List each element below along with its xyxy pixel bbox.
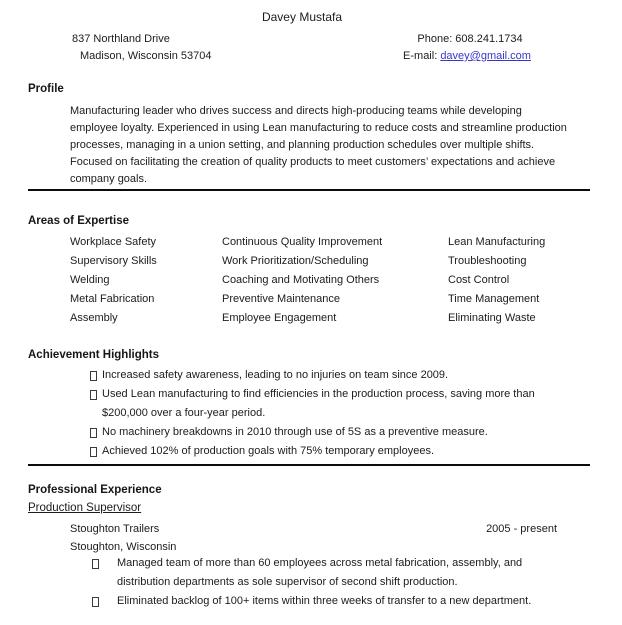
expertise-item: Lean Manufacturing bbox=[448, 236, 546, 248]
expertise-item: Cost Control bbox=[448, 274, 510, 286]
achievement-item bbox=[90, 442, 562, 461]
expertise-item: Time Management bbox=[448, 293, 540, 305]
expertise-item: Continuous Quality Improvement bbox=[222, 236, 383, 248]
achievement-item bbox=[90, 385, 562, 423]
achievement-text: Used Lean manufacturing to find efficiencies in the production process, saving more than $200,000 over a four-year period. bbox=[102, 388, 535, 419]
section-heading-achievements: Achievement Highlights bbox=[28, 349, 159, 361]
achievement-item bbox=[90, 366, 562, 385]
address-line-2: Madison, Wisconsin 53704 bbox=[80, 50, 212, 62]
expertise-item: Supervisory Skills bbox=[70, 255, 157, 267]
expertise-item: Workplace Safety bbox=[70, 236, 157, 248]
contact-name: Davey Mustafa bbox=[261, 10, 343, 24]
employment-dates: 2005 - present bbox=[486, 523, 557, 535]
company-name: Stoughton Trailers bbox=[70, 523, 160, 535]
bullet-icon bbox=[90, 447, 97, 457]
bullet-icon bbox=[92, 597, 99, 607]
bullet-icon bbox=[90, 428, 97, 438]
bullet-icon bbox=[90, 390, 97, 400]
company-location: Stoughton, Wisconsin bbox=[70, 541, 177, 553]
expertise-item: Metal Fabrication bbox=[70, 293, 155, 305]
expertise-item: Assembly bbox=[70, 312, 118, 324]
profile-paragraph: Manufacturing leader who drives success and directs high-producing teams while developing employee loyalty. Experienced in using Lean manufacturing to reduce costs and streamline production processes, managing in a union setting, and planning production schedules over multiple shifts. Focused on facilitating the creation of quality products to meet customers’ expectations and achieve company goals. bbox=[70, 105, 567, 185]
section-heading-profile: Profile bbox=[28, 83, 64, 95]
expertise-item: Welding bbox=[70, 274, 110, 286]
job-title: Production Supervisor bbox=[28, 502, 142, 514]
bullet-icon bbox=[90, 371, 97, 381]
email-label: E-mail: bbox=[403, 50, 441, 62]
section-divider bbox=[28, 189, 590, 191]
achievement-item bbox=[90, 423, 562, 442]
achievement-text: Achieved 102% of production goals with 75% temporary employees. bbox=[102, 445, 435, 457]
email-link[interactable]: davey@gmail.com bbox=[440, 50, 531, 62]
company-row bbox=[70, 521, 557, 538]
experience-text: Managed team of more than 60 employees across metal fabrication, assembly, and distribution departments as sole supervisor of second shift production. bbox=[117, 557, 523, 588]
phone-number: Phone: 608.241.1734 bbox=[417, 33, 523, 45]
achievement-text: Increased safety awareness, leading to no injuries on team since 2009. bbox=[102, 369, 449, 381]
expertise-item: Coaching and Motivating Others bbox=[222, 274, 380, 286]
expertise-item: Eliminating Waste bbox=[448, 312, 536, 324]
expertise-item: Work Prioritization/Scheduling bbox=[222, 255, 369, 267]
address-line-1: 837 Northland Drive bbox=[72, 33, 170, 45]
expertise-column-3 bbox=[448, 233, 622, 328]
section-heading-expertise: Areas of Expertise bbox=[28, 215, 129, 227]
achievement-text: No machinery breakdowns in 2010 through use of 5S as a preventive measure. bbox=[102, 426, 488, 438]
experience-text: Eliminated backlog of 100+ items within three weeks of transfer to a new department. bbox=[117, 595, 532, 607]
expertise-grid bbox=[70, 233, 622, 328]
bullet-icon bbox=[92, 559, 99, 569]
experience-item bbox=[92, 554, 557, 592]
section-divider bbox=[28, 464, 590, 466]
expertise-item: Troubleshooting bbox=[448, 255, 527, 267]
achievements-list bbox=[90, 366, 572, 461]
expertise-item: Employee Engagement bbox=[222, 312, 337, 324]
experience-list bbox=[92, 554, 562, 611]
email-row bbox=[340, 50, 600, 62]
experience-item bbox=[92, 592, 557, 611]
expertise-column-1 bbox=[70, 233, 222, 328]
expertise-item: Preventive Maintenance bbox=[222, 293, 341, 305]
section-heading-experience: Professional Experience bbox=[28, 484, 162, 496]
expertise-column-2 bbox=[222, 233, 448, 328]
